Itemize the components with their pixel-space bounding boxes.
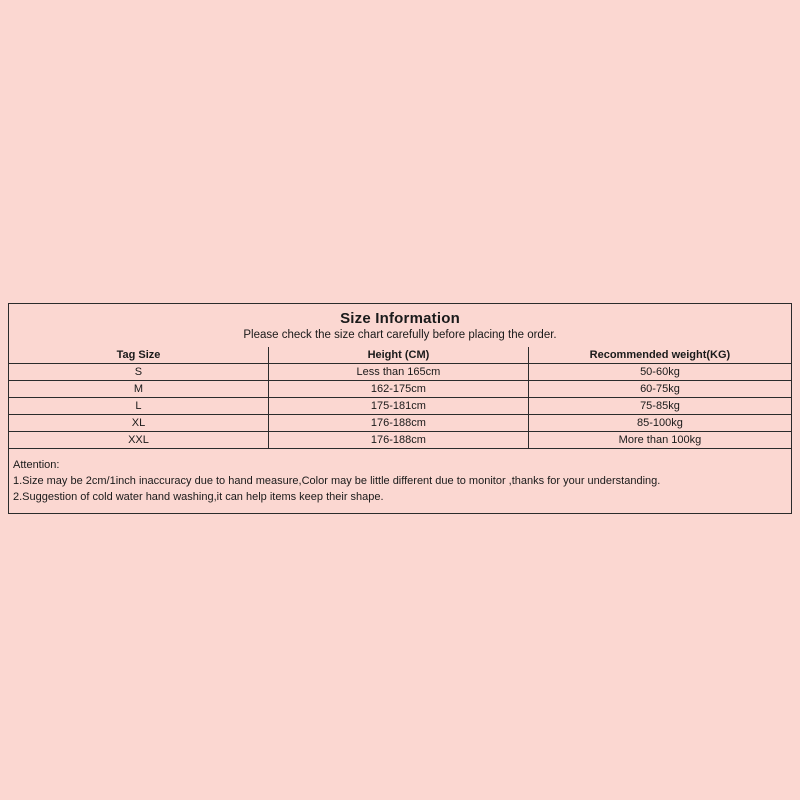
cell-height: 175-181cm (268, 398, 528, 415)
cell-weight: 75-85kg (528, 398, 791, 415)
attention-note-2: 2.Suggestion of cold water hand washing,it can help items keep their shape. (13, 491, 384, 503)
cell-tag-size: XL (9, 415, 268, 432)
attention-section (9, 448, 791, 513)
cell-tag-size: S (9, 364, 268, 381)
size-table (9, 347, 791, 448)
page-title: Size Information (340, 310, 460, 327)
cell-weight: 60-75kg (528, 381, 791, 398)
size-information-card (8, 303, 792, 514)
table-row (9, 415, 791, 432)
cell-tag-size: L (9, 398, 268, 415)
column-header-weight: Recommended weight(KG) (528, 347, 791, 364)
cell-tag-size: XXL (9, 432, 268, 449)
cell-height: Less than 165cm (268, 364, 528, 381)
cell-height: 162-175cm (268, 381, 528, 398)
table-row (9, 432, 791, 449)
cell-tag-size: M (9, 381, 268, 398)
cell-height: 176-188cm (268, 415, 528, 432)
attention-heading: Attention: (13, 459, 60, 471)
table-header-row (9, 347, 791, 364)
cell-height: 176-188cm (268, 432, 528, 449)
cell-weight: 50-60kg (528, 364, 791, 381)
table-row (9, 381, 791, 398)
chart-subtitle: Please check the size chart carefully before placing the order. (243, 329, 557, 341)
cell-weight: 85-100kg (528, 415, 791, 432)
table-row (9, 398, 791, 415)
column-header-height: Height (CM) (268, 347, 528, 364)
cell-weight: More than 100kg (528, 432, 791, 449)
table-row (9, 364, 791, 381)
attention-note-1: 1.Size may be 2cm/1inch inaccuracy due to hand measure,Color may be little different due to monitor ,thanks for your understanding. (13, 475, 661, 487)
column-header-tag-size: Tag Size (9, 347, 268, 364)
